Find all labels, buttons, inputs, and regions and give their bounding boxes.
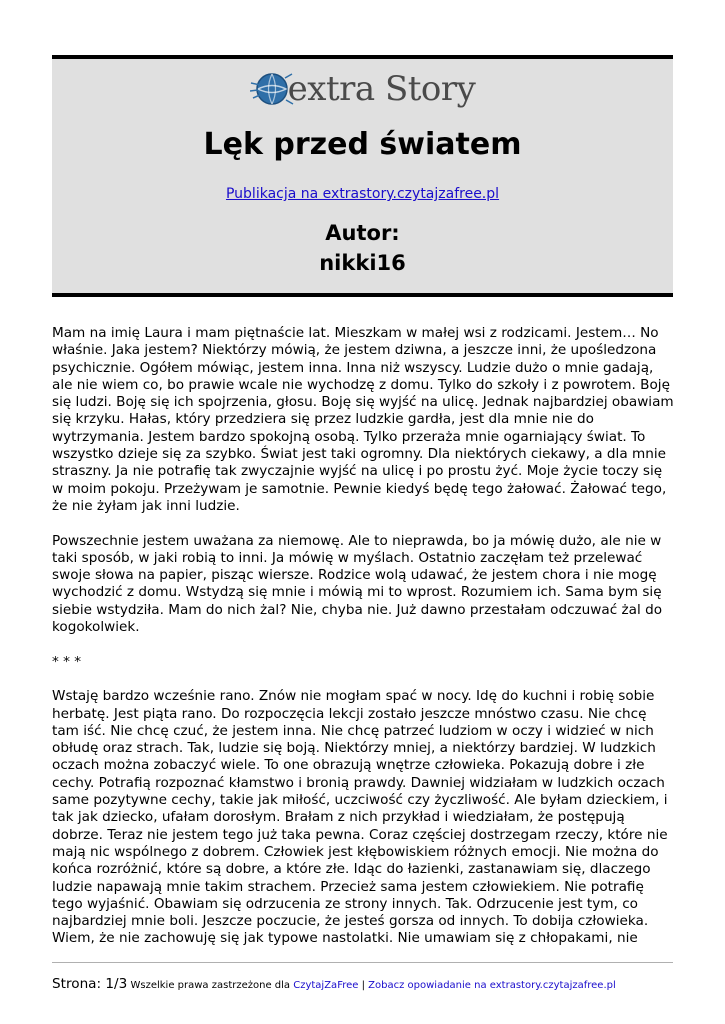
author-label: Autor: [325, 221, 400, 245]
page-number: Strona: 1/3 [52, 976, 128, 992]
footer-separator: | [361, 980, 365, 991]
publication-link[interactable]: Publikacja na extrastory.czytajzafree.pl [225, 186, 500, 202]
extra-story-logo [52, 65, 673, 113]
story-body [52, 325, 677, 965]
story-title: Lęk przed światem [203, 127, 522, 162]
rights-text: Wszelkie prawa zastrzeżone dla [130, 980, 291, 991]
view-story-link[interactable]: Zobacz opowiadanie na extrastory.czytajzafree.pl [368, 980, 616, 991]
paragraph: Mam na imię Laura i mam piętnaście lat. Mieszkam w małej wsi z rodzicami. Jestem… No właśnie. Jaka jestem? Niektórzy mówią, że jestem dziwna, a jeszcze inni, że upośledzona psychicznie. Ogółem mówiąc, jestem inna. Inna niż wszyscy. Ludzie dużo o mnie gadają, ale nie wiem co, bo prawie wcale nie wychodzę z domu. Tylko do szkoły i z powrotem. Boję się ludzi. Boję się ich spojrzenia, głosu. Boję się wyjść na ulicę. Jednak najbardziej obawiam się krzyku. Hałas, który przedziera się przez ludzkie gardła, jest dla mnie nie do wytrzymania. Jestem bardzo spokojną osobą. Tylko przeraża mnie ogarniający świat. To wszystko dzieje się za szybko. Świat jest taki ogromny. Dla niektórych ciekawy, a dla mnie straszny. Ja nie potrafię tak zwyczajnie wyjść na ulicę i po prostu żyć. Moje życie toczy się w moim pokoju. Przeżywam je samotnie. Pewnie kiedyś będę tego żałować. Żałować tego, że nie żyłam jak inni ludzie. [52, 325, 674, 514]
czytajzafree-link[interactable]: CzytajZaFree [293, 980, 359, 991]
paragraph: Wstaję bardzo wcześnie rano. Znów nie mogłam spać w nocy. Idę do kuchni i robię sobie herbatę. Jest piąta rano. Do rozpoczęcia lekcji zostało jeszcze mnóstwo czasu. Nie chcę tam iść. Nie chcę czuć, że jestem inna. Nie chcę patrzeć ludziom w oczy i widzieć w nich obłudę oraz strach. Tak, ludzie się boją. Niektórzy mniej, a niektórzy bardziej. W ludzkich oczach można zobaczyć wiele. To one obrazują wnętrze człowieka. Pokazują dobre i złe cechy. Potrafią rozpoznać kłamstwo i bronią prawdy. Dawniej widziałam w ludzkich oczach same pozytywne cechy, takie jak miłość, uczciwość czy życzliwość. Ale byłam dzieckiem, i tak jak dziecko, ufałam dorosłym. Brałam z nich przykład i wiedziałam, że postępują dobrze. Teraz nie jestem tego już taka pewna. Coraz częściej dostrzegam rzeczy, które nie mają nic wspólnego z dobrem. Człowiek jest kłębowiskiem różnych emocji. Nie można do końca rozróżnić, które są dobre, a które złe. Idąc do łazienki, zastanawiam się, dlaczego ludzie napawają mnie takim strachem. Przecież sama jestem człowiekiem. Nie potrafię tego wyjaśnić. Obawiam się odrzucenia ze strony innych. Tak. Odrzucenie jest tym, co najbardziej mnie boli. Jeszcze poczucie, że jesteś gorsza od innych. To dobija człowieka. Wiem, że nie zachowuję się jak typowe nastolatki. Nie umawiam się z chłopakami, nie [52, 688, 668, 947]
author-name: nikki16 [319, 251, 406, 275]
section-separator: * * * [52, 653, 82, 670]
footer-divider [52, 962, 673, 963]
document-header [52, 55, 673, 297]
logo-text: extra Story [287, 69, 476, 109]
paragraph: Powszechnie jestem uważana za niemowę. Ale to nieprawda, bo ja mówię dużo, ale nie w taki sposób, w jaki robią to inni. Ja mówię w myślach. Ostatnio zaczęłam też przelewać swoje słowa na papier, pisząc wiersze. Rodzice wolą udawać, że jestem chora i nie mogę wychodzić z domu. Wstydzą się mnie i mówią mi to wprost. Rozumiem ich. Sama bym się siebie wstydziła. Mam do nich żal? Nie, chyba nie. Już dawno przestałam odczuwać żal do kogokolwiek. [52, 532, 663, 636]
page-footer [52, 976, 692, 992]
